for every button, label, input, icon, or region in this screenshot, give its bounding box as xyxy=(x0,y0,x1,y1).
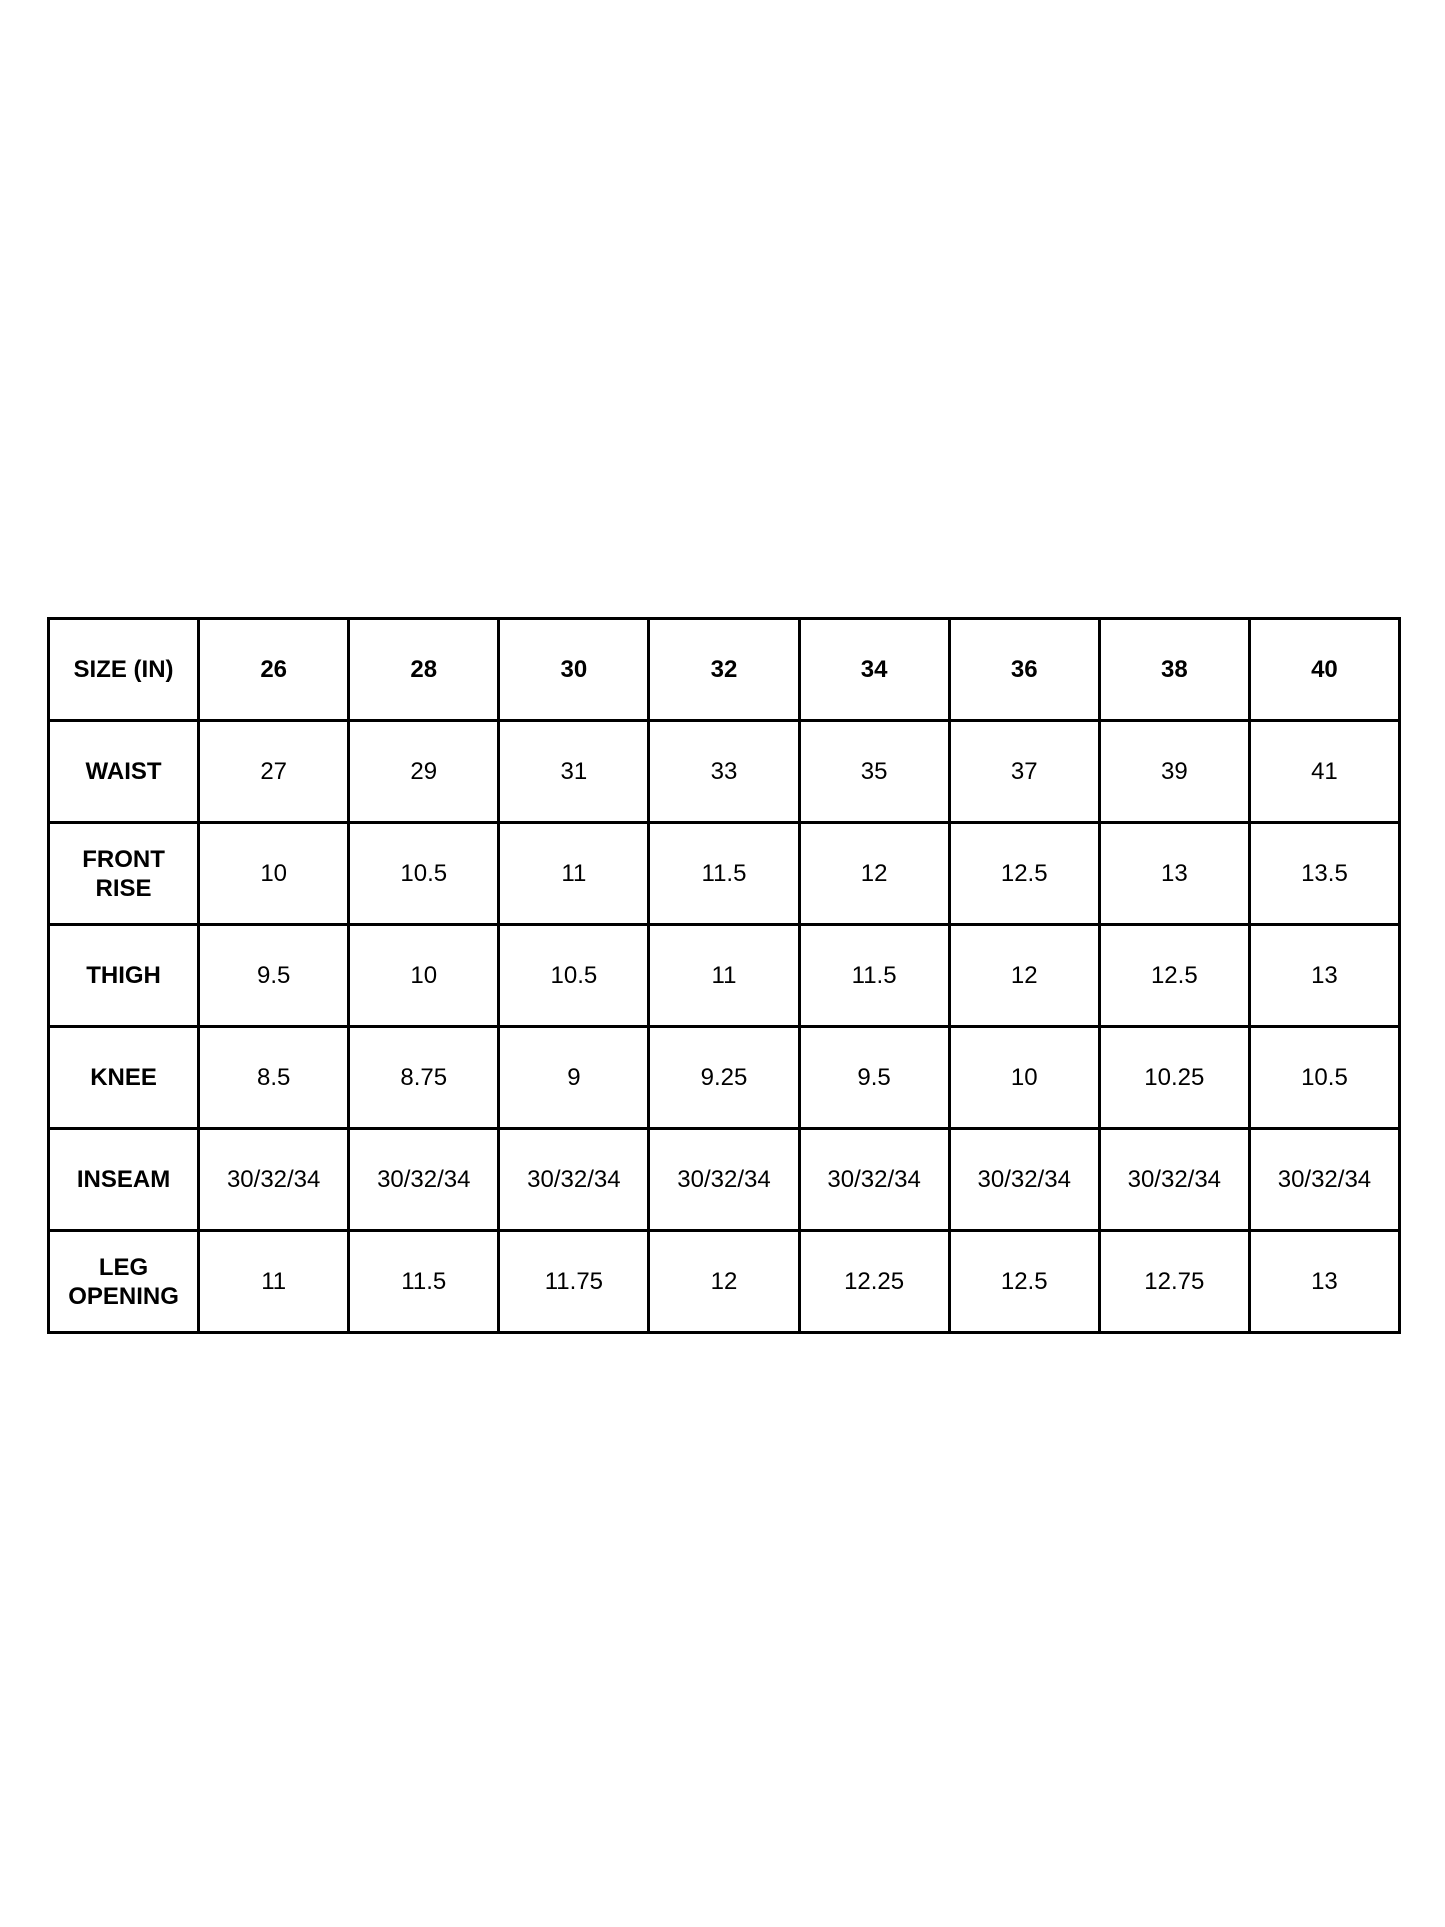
leg-opening-row xyxy=(49,1231,1400,1333)
measurement-cell: 9.5 xyxy=(199,925,349,1027)
measurement-cell: 8.5 xyxy=(199,1027,349,1129)
measurement-cell: 35 xyxy=(799,721,949,823)
leg-opening-label xyxy=(49,1231,199,1333)
size-header-cell: 36 xyxy=(949,619,1099,721)
size-header-cell: 40 xyxy=(1249,619,1399,721)
measurement-cell: 12.5 xyxy=(949,1231,1099,1333)
measurement-cell: 11.5 xyxy=(799,925,949,1027)
size-chart-table xyxy=(47,617,1401,1334)
measurement-cell: 10.5 xyxy=(1249,1027,1399,1129)
measurement-cell: 30/32/34 xyxy=(1099,1129,1249,1231)
front-rise-row xyxy=(49,823,1400,925)
measurement-cell: 12.5 xyxy=(1099,925,1249,1027)
measurement-cell: 10.5 xyxy=(349,823,499,925)
measurement-cell: 39 xyxy=(1099,721,1249,823)
size-header-cell: 38 xyxy=(1099,619,1249,721)
measurement-cell: 12 xyxy=(949,925,1099,1027)
measurement-cell: 30/32/34 xyxy=(1249,1129,1399,1231)
row-label-line: KNEE xyxy=(90,1064,157,1091)
measurement-cell: 30/32/34 xyxy=(949,1129,1099,1231)
measurement-cell: 11.5 xyxy=(349,1231,499,1333)
thigh-label xyxy=(49,925,199,1027)
row-label-line: FRONT xyxy=(82,845,165,873)
knee-label xyxy=(49,1027,199,1129)
measurement-cell: 27 xyxy=(199,721,349,823)
row-label-line: THIGH xyxy=(86,962,161,989)
measurement-cell: 11.75 xyxy=(499,1231,649,1333)
measurement-cell: 12.5 xyxy=(949,823,1099,925)
measurement-cell: 12 xyxy=(649,1231,799,1333)
measurement-cell: 11 xyxy=(199,1231,349,1333)
measurement-cell: 9.5 xyxy=(799,1027,949,1129)
measurement-cell: 10 xyxy=(199,823,349,925)
inseam-row xyxy=(49,1129,1400,1231)
measurement-cell: 33 xyxy=(649,721,799,823)
measurement-cell: 10 xyxy=(349,925,499,1027)
row-label-line: OPENING xyxy=(68,1282,179,1310)
measurement-cell: 37 xyxy=(949,721,1099,823)
measurement-cell: 9 xyxy=(499,1027,649,1129)
measurement-cell: 13 xyxy=(1099,823,1249,925)
size-header-cell: 32 xyxy=(649,619,799,721)
measurement-cell: 12 xyxy=(799,823,949,925)
measurement-cell: 10 xyxy=(949,1027,1099,1129)
size-header-cell: 26 xyxy=(199,619,349,721)
measurement-cell: 13.5 xyxy=(1249,823,1399,925)
measurement-cell: 10.25 xyxy=(1099,1027,1249,1129)
waist-label xyxy=(49,721,199,823)
measurement-cell: 30/32/34 xyxy=(799,1129,949,1231)
measurement-cell: 30/32/34 xyxy=(349,1129,499,1231)
size-header-cell: 34 xyxy=(799,619,949,721)
measurement-cell: 41 xyxy=(1249,721,1399,823)
measurement-cell: 10.5 xyxy=(499,925,649,1027)
size-header-cell: 30 xyxy=(499,619,649,721)
measurement-cell: 29 xyxy=(349,721,499,823)
measurement-cell: 12.75 xyxy=(1099,1231,1249,1333)
knee-row xyxy=(49,1027,1400,1129)
measurement-cell: 11.5 xyxy=(649,823,799,925)
measurement-cell: 30/32/34 xyxy=(649,1129,799,1231)
row-label-line: LEG xyxy=(98,1253,149,1281)
measurement-cell: 8.75 xyxy=(349,1027,499,1129)
measurement-cell: 9.25 xyxy=(649,1027,799,1129)
row-label-line: RISE xyxy=(95,874,152,902)
inseam-label xyxy=(49,1129,199,1231)
thigh-row xyxy=(49,925,1400,1027)
waist-row xyxy=(49,721,1400,823)
front-rise-label xyxy=(49,823,199,925)
size-header-cell: 28 xyxy=(349,619,499,721)
measurement-cell: 11 xyxy=(649,925,799,1027)
measurement-cell: 13 xyxy=(1249,1231,1399,1333)
size-header-label: SIZE (IN) xyxy=(49,619,199,721)
size-header-row xyxy=(49,619,1400,721)
measurement-cell: 12.25 xyxy=(799,1231,949,1333)
measurement-cell: 30/32/34 xyxy=(199,1129,349,1231)
size-chart-body xyxy=(49,619,1400,1333)
measurement-cell: 30/32/34 xyxy=(499,1129,649,1231)
row-label-line: INSEAM xyxy=(76,1166,171,1193)
measurement-cell: 11 xyxy=(499,823,649,925)
row-label-line: WAIST xyxy=(85,758,162,785)
measurement-cell: 31 xyxy=(499,721,649,823)
measurement-cell: 13 xyxy=(1249,925,1399,1027)
